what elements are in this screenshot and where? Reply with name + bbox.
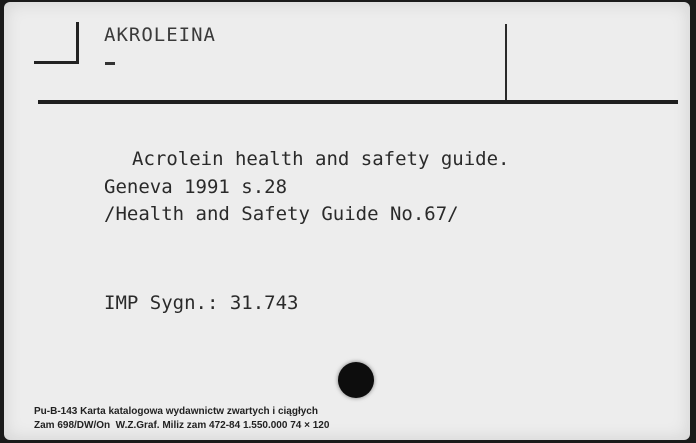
corner-bracket-vertical: [76, 22, 79, 64]
corner-bracket-horizontal: [34, 61, 79, 64]
title-line: Acrolein health and safety guide.: [132, 148, 510, 170]
printer-imprint-line-2: Zam 698/DW/On W.Z.Graf. Miliz zam 472-84 1.550.000 74 × 120: [34, 420, 330, 431]
heading-dash: [105, 62, 115, 65]
printer-imprint-line-1: Pu-B-143 Karta katalogowa wydawnictw zwartych i ciągłych: [34, 406, 318, 417]
catalog-card: [4, 2, 690, 440]
publication-line: Geneva 1991 s.28: [104, 176, 288, 198]
punch-hole: [338, 362, 374, 398]
header-rule: [38, 100, 678, 104]
shelfmark-line: IMP Sygn.: 31.743: [104, 292, 299, 314]
header-vertical-divider: [505, 24, 507, 100]
card-heading: AKROLEINA: [104, 24, 216, 46]
corner-bracket-mark: [34, 22, 82, 64]
series-line: /Health and Safety Guide No.67/: [104, 203, 459, 225]
